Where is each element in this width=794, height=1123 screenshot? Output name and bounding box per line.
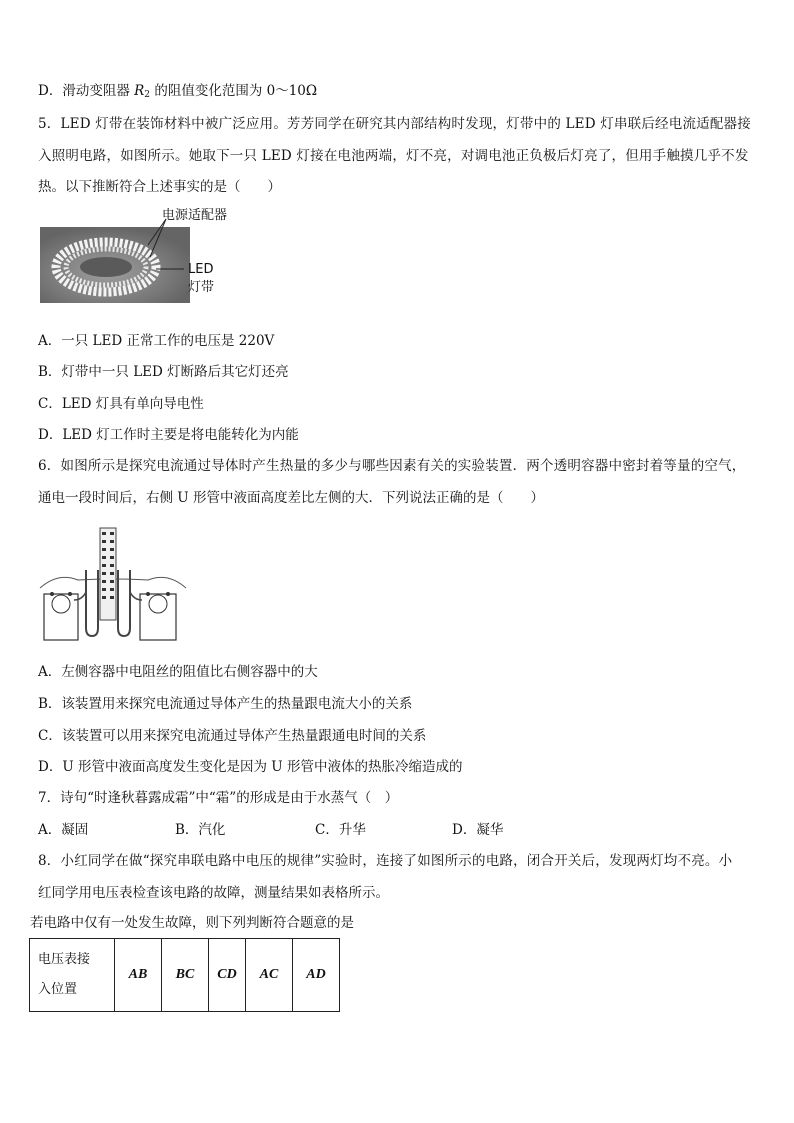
q5-stem-line-1: 5．LED 灯带在装饰材料中被广泛应用。芳芳同学在研究其内部结构时发现，灯带中的 LED 灯串联后经电流适配器接 (38, 116, 751, 132)
q7-option-d: D．凝华 (452, 822, 504, 838)
q7-stem: 7．诗句“时逢秋暮露成霜”中“霜”的形成是由于水蒸气（ ） (38, 790, 399, 806)
table-header-line-1: 电压表接 (38, 952, 91, 967)
q5-stem-line-3: 热。以下推断符合上述事实的是（ ） (38, 179, 281, 195)
q8-stem-line-1: 8．小红同学在做“探究串联电路中电压的规律”实验时，连接了如图所示的电路，闭合开关后，发现两灯均不亮。小 (38, 853, 733, 869)
q4-option-d (38, 81, 317, 105)
label-power-adapter: 电源适配器 (162, 208, 228, 223)
q6-option-a: A．左侧容器中电阻丝的阻值比右侧容器中的大 (38, 664, 318, 680)
q6-stem-line-2: 通电一段时间后，右侧 U 形管中液面高度差比左侧的大．下列说法正确的是（ ） (38, 490, 544, 506)
voltage-measurement-table (29, 938, 340, 1012)
q8-stem-line-3: 若电路中仅有一处发生故障，则下列判断符合题意的是 (30, 915, 354, 931)
label-led-strip: 灯带 (188, 280, 215, 295)
table-col-ab: AB (115, 939, 162, 1012)
q6-option-b: B．该装置用来探究电流通过导体产生的热量跟电流大小的关系 (38, 696, 413, 712)
table-col-bc: BC (162, 939, 209, 1012)
left-connector-tube (74, 592, 86, 600)
left-terminal-1 (50, 592, 54, 596)
ring-center (80, 257, 132, 277)
table-header-line-2: 入位置 (38, 982, 78, 997)
left-container (44, 594, 78, 640)
q4-option-d-variable: R (134, 83, 145, 99)
q7-option-c: C．升华 (315, 822, 366, 838)
q6-stem-line-1: 6．如图所示是探究电流通过导体时产生热量的多少与哪些因素有关的实验装置．两个透明容器中密封着等量的空气， (38, 458, 746, 474)
label-led: LED (188, 262, 214, 277)
led-strip-figure (38, 205, 238, 305)
q8-stem-line-2: 红同学用电压表检查该电路的故障，测量结果如表格所示。 (38, 885, 389, 901)
left-resistor-coil (52, 595, 70, 613)
table-col-ac: AC (246, 939, 293, 1012)
left-terminal-2 (68, 592, 72, 596)
right-u-tube (118, 570, 130, 636)
table-row (30, 939, 340, 1012)
right-terminal-2 (166, 592, 170, 596)
q5-option-d: D．LED 灯工作时主要是将电能转化为内能 (38, 427, 299, 443)
q5-option-c: C．LED 灯具有单向导电性 (38, 396, 204, 412)
q4-option-d-subscript: 2 (144, 90, 151, 100)
q7-option-b: B．汽化 (175, 822, 226, 838)
q5-option-b: B．灯带中一只 LED 灯断路后其它灯还亮 (38, 364, 289, 380)
table-header-cell (30, 939, 115, 1012)
q4-option-d-suffix: 的阻值变化范围为 0～10Ω (150, 83, 318, 99)
q4-option-d-prefix: D．滑动变阻器 (38, 83, 135, 99)
q6-option-c: C．该装置可以用来探究电流通过导体产生热量跟通电时间的关系 (38, 728, 427, 744)
q5-stem-line-2: 入照明电路，如图所示。她取下一只 LED 灯接在电池两端，灯不亮，对调电池正负极后灯亮了，但用手触摸几乎不发 (38, 148, 749, 164)
q6-option-d: D．U 形管中液面高度发生变化是因为 U 形管中液体的热胀冷缩造成的 (38, 759, 463, 775)
right-container (140, 594, 176, 640)
table-col-ad: AD (293, 939, 340, 1012)
right-resistor-coil (149, 595, 167, 613)
q7-option-a: A．凝固 (38, 822, 89, 838)
table-col-cd: CD (209, 939, 246, 1012)
u-tube-apparatus-figure (38, 520, 188, 648)
q5-option-a: A．一只 LED 正常工作的电压是 220V (38, 333, 275, 349)
right-terminal-1 (146, 592, 150, 596)
